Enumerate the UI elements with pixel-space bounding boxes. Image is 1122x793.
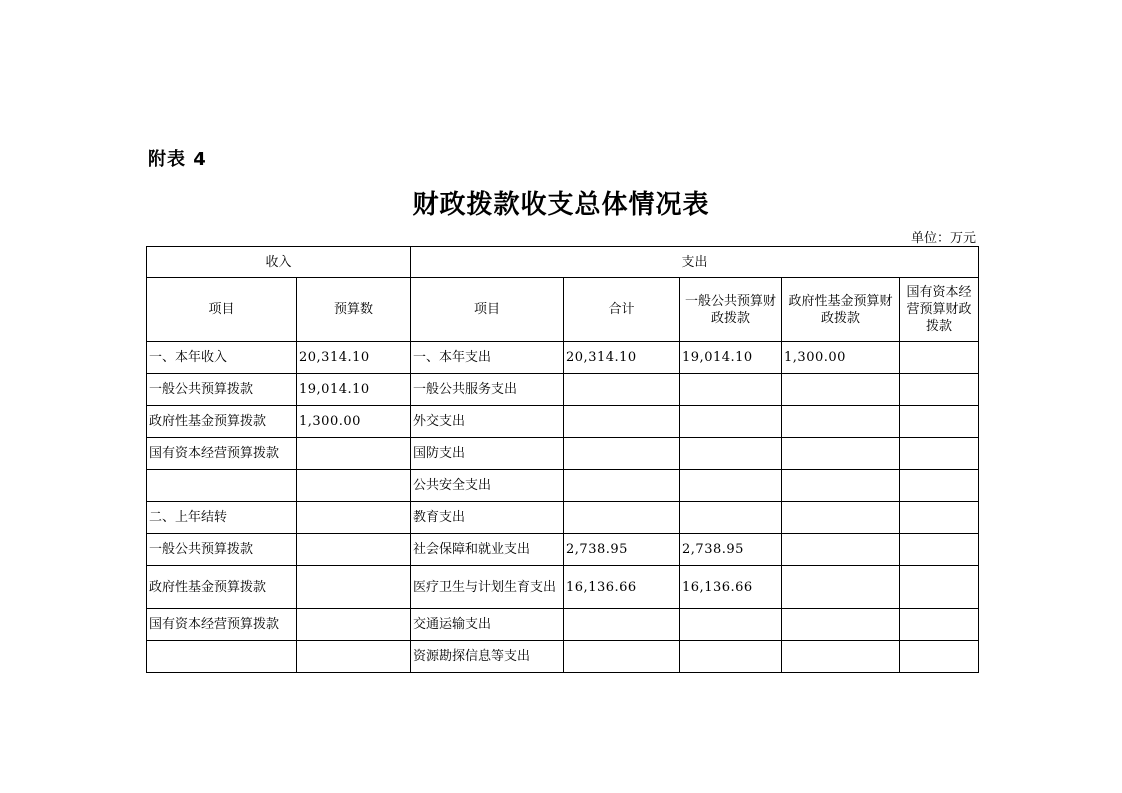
total-amount [564,406,680,438]
income-item: 一般公共预算拨款 [147,534,297,566]
state-capital-amount [900,502,979,534]
budget-amount [297,609,411,641]
total-amount: 20,314.10 [564,342,680,374]
income-item [147,641,297,673]
col-header-budget-amount: 预算数 [297,278,411,342]
expense-item: 一、本年支出 [411,342,564,374]
income-item: 一般公共预算拨款 [147,374,297,406]
col-header-expense-item: 项目 [411,278,564,342]
budget-amount [297,534,411,566]
government-fund-amount [782,374,900,406]
general-public-amount [680,406,782,438]
budget-table [146,246,979,673]
income-item: 国有资本经营预算拨款 [147,609,297,641]
income-item [147,470,297,502]
header-row-columns [147,278,979,342]
state-capital-amount [900,406,979,438]
total-amount [564,438,680,470]
government-fund-amount [782,609,900,641]
government-fund-amount: 1,300.00 [782,342,900,374]
table-row [147,609,979,641]
attachment-label: 附表 4 [148,149,207,170]
table-row [147,470,979,502]
budget-amount [297,641,411,673]
budget-amount [297,438,411,470]
general-public-amount: 2,738.95 [680,534,782,566]
budget-amount [297,470,411,502]
unit-label: 单位：万元 [910,231,976,246]
table-row [147,438,979,470]
state-capital-amount [900,342,979,374]
government-fund-amount [782,470,900,502]
budget-amount: 1,300.00 [297,406,411,438]
government-fund-amount [782,502,900,534]
general-public-amount: 19,014.10 [680,342,782,374]
expense-item: 外交支出 [411,406,564,438]
general-public-amount [680,470,782,502]
general-public-amount [680,438,782,470]
income-item: 二、上年结转 [147,502,297,534]
total-amount [564,609,680,641]
table-row [147,641,979,673]
expense-item: 国防支出 [411,438,564,470]
government-fund-amount [782,534,900,566]
expense-item: 社会保障和就业支出 [411,534,564,566]
col-header-total: 合计 [564,278,680,342]
expense-item: 一般公共服务支出 [411,374,564,406]
general-public-amount [680,609,782,641]
total-amount: 16,136.66 [564,566,680,609]
col-header-general-public-budget: 一般公共预算财政拨款 [680,278,782,342]
col-header-state-capital-budget: 国有资本经营预算财政拨款 [900,278,979,342]
total-amount [564,641,680,673]
government-fund-amount [782,438,900,470]
total-amount: 2,738.95 [564,534,680,566]
income-item: 一、本年收入 [147,342,297,374]
general-public-amount [680,502,782,534]
expense-item: 交通运输支出 [411,609,564,641]
table-title: 财政拨款收支总体情况表 [412,190,710,220]
budget-amount [297,566,411,609]
government-fund-amount [782,406,900,438]
state-capital-amount [900,609,979,641]
table-row [147,342,979,374]
state-capital-amount [900,438,979,470]
expense-header: 支出 [411,247,979,278]
state-capital-amount [900,566,979,609]
table-row [147,566,979,609]
expense-item: 资源勘探信息等支出 [411,641,564,673]
expense-item: 医疗卫生与计划生育支出 [411,566,564,609]
government-fund-amount [782,641,900,673]
header-row-groups [147,247,979,278]
state-capital-amount [900,641,979,673]
budget-amount: 20,314.10 [297,342,411,374]
total-amount [564,374,680,406]
col-header-government-fund-budget: 政府性基金预算财政拨款 [782,278,900,342]
general-public-amount [680,641,782,673]
total-amount [564,502,680,534]
expense-item: 公共安全支出 [411,470,564,502]
budget-amount [297,502,411,534]
table-row [147,406,979,438]
state-capital-amount [900,374,979,406]
state-capital-amount [900,534,979,566]
table-row [147,502,979,534]
income-item: 政府性基金预算拨款 [147,566,297,609]
col-header-income-item: 项目 [147,278,297,342]
total-amount [564,470,680,502]
expense-item: 教育支出 [411,502,564,534]
table-row [147,374,979,406]
budget-amount: 19,014.10 [297,374,411,406]
general-public-amount: 16,136.66 [680,566,782,609]
income-header: 收入 [147,247,411,278]
table-row [147,534,979,566]
income-item: 国有资本经营预算拨款 [147,438,297,470]
income-item: 政府性基金预算拨款 [147,406,297,438]
government-fund-amount [782,566,900,609]
state-capital-amount [900,470,979,502]
general-public-amount [680,374,782,406]
